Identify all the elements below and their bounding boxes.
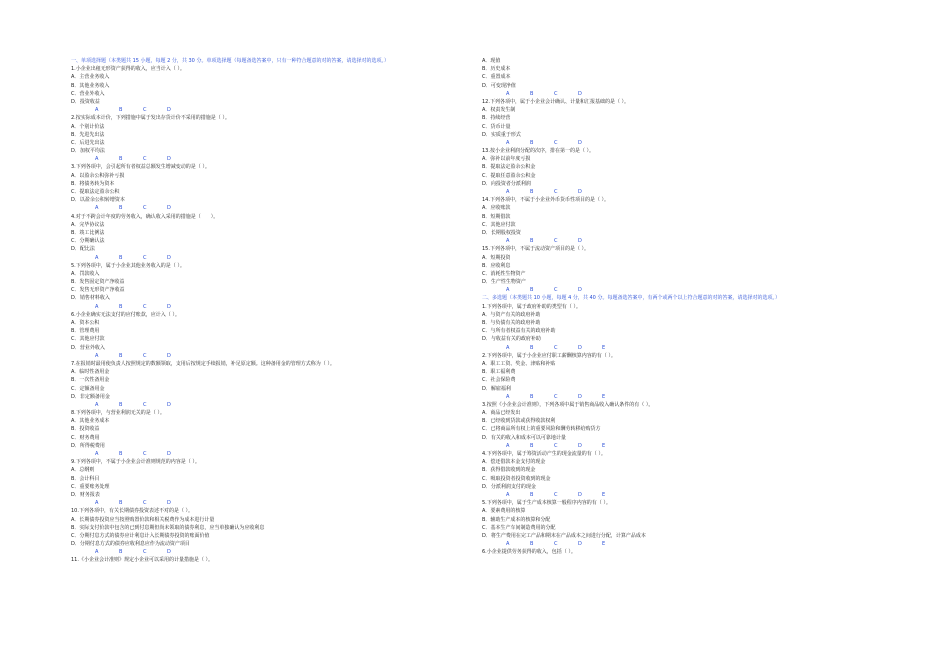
answer-letter-row bbox=[482, 491, 872, 499]
answer-letter: C bbox=[143, 205, 147, 212]
question-text: 3.按照《小企业会计准则》，下列各项中属于销售商品收入确认条件的有（ ）。 bbox=[482, 401, 654, 408]
answer-option: A．个别计价法 bbox=[71, 123, 105, 130]
answer-letter: D bbox=[578, 442, 582, 449]
answer-option: C．与所有者权益有关的政府补助 bbox=[482, 328, 556, 335]
answer-option: C．吸取投资者投资收到的现金 bbox=[482, 475, 551, 482]
answer-letter-row bbox=[482, 442, 872, 450]
answer-letter: D bbox=[167, 401, 171, 408]
answer-letter: A bbox=[95, 549, 99, 556]
answer-option: C．后进先出法 bbox=[71, 139, 105, 146]
right-column bbox=[482, 57, 872, 556]
answer-option: D．生产性生物资产 bbox=[482, 279, 526, 286]
answer-letter: A bbox=[506, 189, 510, 195]
answer-letter: C bbox=[143, 352, 147, 359]
answer-option: D．将生产费用在完工产品和期末在产品成本之间进行分配，计算产品成本 bbox=[482, 532, 646, 539]
question-text: 5.下列各项中，属于小企业其他业务收入的是（ ）。 bbox=[71, 262, 185, 269]
answer-option: D．长期股权投资 bbox=[482, 229, 521, 236]
answer-letter: C bbox=[554, 139, 558, 146]
answer-letter: B bbox=[119, 156, 123, 163]
answer-letter: C bbox=[143, 500, 147, 507]
answer-letter: D bbox=[167, 205, 171, 212]
answer-option: A．罚款收入 bbox=[71, 270, 100, 277]
answer-option: A．偿还借款本金支付的现金 bbox=[482, 459, 546, 466]
answer-letter: C bbox=[554, 344, 558, 351]
answer-letter-row bbox=[71, 303, 461, 311]
answer-letter: D bbox=[578, 139, 582, 146]
answer-option: C．基本生产车间制造费用的分配 bbox=[482, 524, 556, 531]
answer-letter: B bbox=[530, 393, 534, 400]
answer-letter: B bbox=[119, 500, 123, 507]
answer-option: A．主营业务收入 bbox=[71, 74, 110, 81]
answer-letter-row bbox=[71, 548, 461, 556]
answer-letter: D bbox=[578, 189, 582, 195]
answer-letter-row bbox=[71, 450, 461, 458]
answer-letter: E bbox=[602, 344, 606, 351]
answer-letter: D bbox=[167, 500, 171, 507]
answer-option: C．分期确认法 bbox=[71, 238, 105, 245]
answer-letter: D bbox=[167, 156, 171, 163]
question-text: 5.下列各项中，属于生产成本核算一般程序内容的有（ ）。 bbox=[482, 500, 611, 507]
answer-letter: C bbox=[143, 254, 147, 261]
answer-option: A．短期投资 bbox=[482, 254, 511, 261]
answer-option: A．应收账款 bbox=[482, 205, 511, 212]
answer-option: A．权责发生制 bbox=[482, 107, 516, 114]
answer-option: D．非定额备用金 bbox=[71, 393, 110, 400]
answer-letter: B bbox=[119, 254, 123, 261]
answer-letter: B bbox=[530, 90, 534, 97]
answer-letter: D bbox=[578, 90, 582, 97]
answer-letter: E bbox=[602, 491, 606, 498]
answer-option: A．临时性备用金 bbox=[71, 369, 110, 376]
answer-letter: A bbox=[506, 393, 510, 400]
answer-letter: C bbox=[554, 442, 558, 449]
question-text: 8.下列各项中，与营业利润无关的是（ ）。 bbox=[71, 410, 165, 417]
answer-option: B．竣工比例法 bbox=[71, 229, 105, 236]
answer-option: B．其他业务收入 bbox=[71, 82, 110, 89]
answer-option: D．与收益有关的政府补助 bbox=[482, 336, 541, 343]
answer-letter: D bbox=[167, 352, 171, 359]
answer-letter: A bbox=[506, 139, 510, 146]
answer-letter: C bbox=[554, 491, 558, 498]
answer-option: A．现值 bbox=[482, 58, 501, 64]
answer-option: C．重置成本 bbox=[482, 74, 511, 81]
question-text: 2.按实际成本计价，下列措施中属于发出存货计价不采用的措施是（ ）。 bbox=[71, 115, 230, 122]
answer-option: A．长期债券投资应当按照购置价款和相关税费作为成本进行计量 bbox=[71, 516, 215, 523]
answer-letter: C bbox=[554, 189, 558, 195]
answer-letter: A bbox=[506, 344, 510, 351]
answer-option: D．加权平均法 bbox=[71, 148, 105, 155]
answer-letter: B bbox=[530, 238, 534, 245]
answer-letter: B bbox=[530, 287, 534, 294]
answer-letter: B bbox=[119, 549, 123, 556]
question-text: 4.对于不跨会计年度的劳务收入，确认收入采用的措施是（ ）。 bbox=[71, 213, 219, 220]
answer-option: C．其他应付款 bbox=[71, 336, 105, 343]
question-text: 13.按小企业利润分配的次序，排在第一的是（ ）。 bbox=[482, 148, 595, 155]
answer-option: B．持续经营 bbox=[482, 115, 511, 122]
answer-letter: A bbox=[95, 401, 99, 408]
answer-option: C．提取任意盈余公积金 bbox=[482, 172, 536, 179]
answer-option: A．职工工资、奖金、津贴和补贴 bbox=[482, 360, 556, 367]
answer-letter: C bbox=[554, 393, 558, 400]
answer-letter-row bbox=[71, 499, 461, 507]
answer-letter: A bbox=[95, 205, 99, 212]
answer-letter-row bbox=[482, 344, 872, 352]
question-text: 3.下列各项中，会引起所有者权益总额发生增减变动的是（ ）。 bbox=[71, 164, 210, 171]
answer-option: B．发售固定资产净收益 bbox=[71, 279, 125, 286]
answer-option: A．要素费用的核算 bbox=[482, 508, 526, 515]
section-heading: 一、单项选择题（本类题共 15 小题，每题 2 分，共 30 分。单项选择题（每题备选答案中，只有一种符合题意的对的答案，请选择对的选项。） bbox=[71, 58, 389, 64]
answer-letter: D bbox=[167, 254, 171, 261]
answer-option: B．将债务转为资本 bbox=[71, 180, 115, 187]
answer-letter: A bbox=[506, 491, 510, 498]
answer-option: B．先进先出法 bbox=[71, 131, 105, 138]
answer-option: D．以盈余公积转增资本 bbox=[71, 197, 125, 204]
answer-letter: A bbox=[95, 352, 99, 359]
question-text: 1.下列各项中，属于政府补助的类型有（ ）。 bbox=[482, 303, 581, 310]
answer-option: D．销售材料收入 bbox=[71, 295, 110, 302]
answer-letter: D bbox=[167, 549, 171, 556]
question-text: 7.在报销时最用使负责人按照规定的数额领取，支用后按规定手续报销，补足原定额。这种备用金的管理方式称为（ ）。 bbox=[71, 360, 335, 367]
answer-option: C．货币计量 bbox=[482, 123, 511, 130]
question-text: 12.下列各项中，属于小企业会计确认、计量和汇报基础的是（ ）。 bbox=[482, 98, 630, 105]
answer-option: C．社会保险费 bbox=[482, 377, 516, 384]
answer-letter: C bbox=[554, 287, 558, 294]
answer-option: A．商品已经发出 bbox=[482, 410, 521, 417]
answer-letter: D bbox=[578, 287, 582, 294]
question-text: 9.下列各项中，不属于小企业会计准则规范的内容是（ ）。 bbox=[71, 459, 200, 466]
question-text: 6.小企业确实无法支付的应付账款，应计入（ ）。 bbox=[71, 311, 180, 318]
answer-letter: B bbox=[119, 205, 123, 212]
question-text: 4.下列各项中，属于筹资活动产生的现金流量的有（ ）。 bbox=[482, 451, 606, 457]
answer-letter: A bbox=[506, 90, 510, 97]
answer-letter: D bbox=[578, 344, 582, 351]
answer-letter-row bbox=[482, 237, 872, 245]
answer-letter: B bbox=[530, 344, 534, 351]
answer-option: C．发售无形资产净收益 bbox=[71, 287, 125, 294]
answer-option: B．获得借款收到的现金 bbox=[482, 467, 536, 474]
answer-option: B．会计科目 bbox=[71, 475, 100, 482]
answer-letter: B bbox=[530, 189, 534, 195]
answer-letter: C bbox=[143, 451, 147, 457]
answer-letter: C bbox=[554, 541, 558, 548]
answer-letter: B bbox=[530, 541, 534, 548]
answer-letter: C bbox=[143, 303, 147, 310]
answer-option: B．管理费用 bbox=[71, 328, 100, 335]
answer-letter: B bbox=[119, 451, 123, 457]
answer-letter: C bbox=[554, 238, 558, 245]
answer-option: C．营业外收入 bbox=[71, 90, 105, 97]
question-text: 10.下列各项中，有关长期债券投资表述不对的是（ ）。 bbox=[71, 508, 194, 515]
answer-letter: E bbox=[602, 393, 606, 400]
answer-letter: A bbox=[95, 107, 99, 114]
section-heading: 二、多选题（本类题共 10 小题，每题 4 分，共 40 分。每题备选答案中，有两个或两个以上符合题意的对的答案，请选择对的选项。） bbox=[482, 295, 780, 302]
question-text: 1.小企业出租无形资产获得的收入，应当计入（ ）。 bbox=[71, 66, 185, 73]
answer-option: D．可变现净值 bbox=[482, 82, 516, 89]
answer-option: B．投资收益 bbox=[71, 426, 100, 433]
answer-option: C．财务费用 bbox=[71, 434, 100, 441]
answer-option: D．分期付息方式的债券应收利息应作为流动资产项目 bbox=[71, 541, 190, 548]
question-text: 11.《小企业会计准则》规定小企业可以采用的计量措施是（ ）。 bbox=[71, 557, 214, 564]
answer-option: C．消耗性生物资产 bbox=[482, 270, 526, 277]
answer-letter: A bbox=[506, 442, 510, 449]
answer-option: B．短期借款 bbox=[482, 213, 511, 220]
answer-letter: B bbox=[530, 442, 534, 449]
answer-option: B．辅助生产成本的核算和分配 bbox=[482, 516, 551, 523]
answer-letter: A bbox=[506, 287, 510, 294]
answer-letter-row bbox=[482, 139, 872, 147]
answer-letter: A bbox=[95, 156, 99, 163]
answer-option: B．历史成本 bbox=[482, 66, 511, 73]
answer-letter: A bbox=[95, 451, 99, 457]
answer-option: C．提取法定盈余公积 bbox=[71, 189, 120, 195]
answer-letter: A bbox=[95, 303, 99, 310]
answer-letter: D bbox=[167, 107, 171, 114]
answer-option: A．其他业务成本 bbox=[71, 418, 110, 425]
answer-letter: C bbox=[143, 156, 147, 163]
answer-option: D．实质重于形式 bbox=[482, 131, 521, 138]
answer-option: C．分期付息方式的债券应计利息计入长期债券投资的账面价值 bbox=[71, 532, 210, 539]
answer-option: D．所得税费用 bbox=[71, 442, 105, 449]
answer-letter-row bbox=[71, 352, 461, 360]
answer-option: D．解雇福利 bbox=[482, 385, 511, 392]
answer-letter: C bbox=[143, 549, 147, 556]
answer-letter: A bbox=[506, 541, 510, 548]
answer-option: A．总纲则 bbox=[71, 467, 95, 474]
answer-option: D．有关的收入和成本可以可靠地计量 bbox=[482, 434, 566, 441]
answer-letter-row bbox=[71, 401, 461, 409]
answer-option: D．投资收益 bbox=[71, 98, 100, 105]
question-text: 6.小企业提供劳务获得的收入，包括（ ）。 bbox=[482, 549, 576, 556]
answer-option: C．其他应付款 bbox=[482, 221, 516, 228]
answer-letter: B bbox=[530, 139, 534, 146]
answer-letter: D bbox=[578, 238, 582, 245]
answer-letter-row bbox=[71, 254, 461, 262]
answer-letter-row bbox=[482, 393, 872, 401]
answer-option: A．弥补以前年度亏损 bbox=[482, 156, 531, 163]
question-text: 14.下列各项中，不属于小企业外币货币性项目的是（ ）。 bbox=[482, 197, 610, 204]
answer-option: D．财务报表 bbox=[71, 491, 100, 498]
answer-letter: A bbox=[506, 238, 510, 245]
answer-letter: A bbox=[95, 254, 99, 261]
answer-letter: D bbox=[167, 303, 171, 310]
answer-letter: A bbox=[95, 500, 99, 507]
answer-letter: B bbox=[119, 107, 123, 114]
answer-letter-row bbox=[71, 106, 461, 114]
answer-letter-row bbox=[482, 188, 872, 196]
answer-letter: B bbox=[119, 401, 123, 408]
answer-option: C．重要账务处理 bbox=[71, 483, 110, 490]
answer-letter-row bbox=[71, 204, 461, 212]
answer-letter: B bbox=[530, 491, 534, 498]
answer-letter: D bbox=[578, 491, 582, 498]
answer-option: C．已将商品所有权上的重要风险和酬劳转移给购货方 bbox=[482, 426, 601, 433]
answer-letter: E bbox=[602, 442, 606, 449]
answer-letter: C bbox=[143, 401, 147, 408]
answer-letter: B bbox=[119, 303, 123, 310]
question-text: 15.下列各项中，不属于流动资产项目的是（ ）。 bbox=[482, 246, 590, 253]
answer-letter: D bbox=[578, 393, 582, 400]
answer-option: C．定额备用金 bbox=[71, 385, 105, 392]
answer-letter: B bbox=[119, 352, 123, 359]
answer-option: B．与负债有关的政府补助 bbox=[482, 320, 541, 326]
answer-letter: D bbox=[167, 451, 171, 457]
answer-option: A．完毕协议法 bbox=[71, 221, 105, 228]
answer-letter-row bbox=[482, 286, 872, 294]
answer-letter: E bbox=[602, 541, 606, 548]
answer-letter-row bbox=[482, 90, 872, 98]
answer-option: D．向投资者分派利润 bbox=[482, 180, 531, 187]
answer-letter: D bbox=[578, 541, 582, 548]
answer-option: B．提取法定盈余公积金 bbox=[482, 164, 536, 171]
answer-option: B．已经收到货款或获得收款权利 bbox=[482, 418, 556, 425]
answer-letter-row bbox=[71, 155, 461, 163]
answer-letter-row bbox=[482, 540, 872, 548]
answer-option: A．资本公积 bbox=[71, 320, 100, 326]
question-text: 2.下列各项中，属于小企业应付职工薪酬核算内容的有（ ）。 bbox=[482, 352, 616, 359]
answer-option: D．分派利润支付的现金 bbox=[482, 483, 536, 490]
answer-option: B．职工福利费 bbox=[482, 369, 516, 376]
left-column bbox=[71, 57, 461, 565]
answer-option: B．一次性备用金 bbox=[71, 377, 110, 384]
answer-option: A．以盈余公积弥补亏损 bbox=[71, 172, 125, 179]
answer-letter: C bbox=[554, 90, 558, 97]
answer-letter: C bbox=[143, 107, 147, 114]
answer-option: B．应收利息 bbox=[482, 262, 511, 269]
answer-option: A．与资产有关的政府补助 bbox=[482, 311, 541, 318]
answer-option: B．实际支付价款中包含的已到付息期但尚未领取的债券利息，应当单独确认为应收利息 bbox=[71, 524, 265, 531]
answer-option: D．配比法 bbox=[71, 246, 95, 253]
answer-option: D．营业外收入 bbox=[71, 344, 105, 351]
